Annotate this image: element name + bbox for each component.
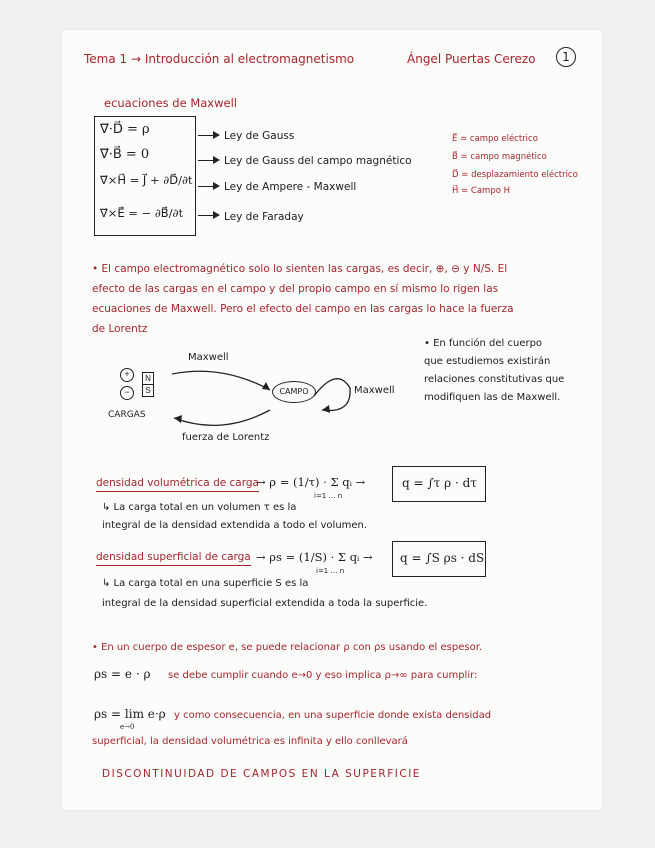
law-gauss: Ley de Gauss	[224, 130, 295, 142]
surf-density-term: densidad superficial de carga	[96, 550, 251, 566]
page-title: Tema 1 → Introducción al electromagnetismo	[84, 52, 355, 66]
para1-line3: ecuaciones de Maxwell. Pero el efecto del campo en las cargas lo hace la fuerza	[92, 303, 514, 315]
legend-d: D⃗ = desplazamiento eléctrico	[452, 170, 578, 180]
para2-line3: y como consecuencia, en una superficie donde exista densidad	[174, 710, 492, 721]
arrow-faraday	[198, 215, 218, 216]
side-note-line4: modifiquen las de Maxwell.	[424, 392, 561, 403]
discontinuity-heading: DISCONTINUIDAD DE CAMPOS EN LA SUPERFICIE	[102, 768, 421, 780]
arrow-ampere	[198, 186, 218, 187]
magnet-icon	[142, 372, 154, 397]
para1-line1: • El campo electromagnético solo lo sienten las cargas, es decir, ⊕, ⊖ y N/S. El	[92, 263, 508, 275]
equation-gauss-magnetic: ∇⃗·B⃗ = 0	[100, 147, 150, 162]
law-gauss-magnetic: Ley de Gauss del campo magnético	[224, 155, 412, 167]
notebook-page	[62, 30, 602, 810]
para2-line1: • En un cuerpo de espesor e, se puede relacionar ρ con ρs usando el espesor.	[92, 642, 483, 653]
magnet-south: S	[145, 386, 151, 395]
campo-node: CAMPO	[272, 381, 316, 403]
negative-charge-icon: −	[120, 386, 134, 400]
author-name: Ángel Puertas Cerezo	[407, 52, 536, 66]
page-number: 1	[556, 47, 576, 67]
arrow-gauss	[198, 135, 218, 136]
surf-density-desc1: ↳ La carga total en una superficie S es la	[102, 578, 309, 589]
equation-faraday: ∇⃗×E⃗ = − ∂B⃗/∂t	[100, 206, 184, 220]
diagram-arrows	[162, 356, 362, 436]
vol-density-term: densidad volumétrica de carga	[96, 476, 259, 492]
legend-e: E⃗ = campo eléctrico	[452, 134, 538, 144]
surf-density-desc2: integral de la densidad superficial extendida a toda la superficie.	[102, 598, 428, 609]
law-ampere: Ley de Ampere - Maxwell	[224, 181, 357, 193]
para2-eq2: ρs = lim e·ρ	[94, 707, 166, 721]
equation-ampere: ∇⃗×H⃗ = J⃗ + ∂D⃗/∂t	[100, 173, 193, 187]
maxwell-right-label: Maxwell	[354, 385, 395, 396]
law-faraday: Ley de Faraday	[224, 211, 304, 223]
surf-density-formula: → ρs = (1/S) · Σ qᵢ →	[256, 550, 373, 564]
vol-sum-limits: i=1 … n	[314, 492, 343, 500]
para2-eq2-sub: e→0	[120, 723, 135, 731]
surf-sum-limits: i=1 … n	[316, 567, 345, 575]
equation-gauss: ∇⃗·D⃗ = ρ	[100, 122, 150, 137]
arrow-gauss-magnetic	[198, 160, 218, 161]
para2-eq1: ρs = e · ρ	[94, 667, 151, 681]
para1-line2: efecto de las cargas en el campo y del propio campo en sí mismo lo rigen las	[92, 283, 499, 295]
positive-charge-icon: +	[120, 368, 134, 382]
legend-b: B⃗ = campo magnético	[452, 152, 547, 162]
surf-density-integral: q = ∫S ρs · dS	[400, 551, 485, 565]
para1-line4: de Lorentz	[92, 323, 148, 335]
maxwell-heading: ecuaciones de Maxwell	[104, 96, 237, 110]
lorentz-label: fuerza de Lorentz	[182, 432, 270, 443]
magnet-north: N	[143, 373, 153, 385]
cargas-label: CARGAS	[108, 410, 146, 420]
side-note-line1: • En función del cuerpo	[424, 338, 543, 349]
vol-density-integral: q = ∫τ ρ · dτ	[402, 476, 477, 490]
vol-density-desc2: integral de la densidad extendida a todo el volumen.	[102, 520, 368, 531]
side-note-line2: que estudiemos existirán	[424, 356, 551, 367]
para2-line2: se debe cumplir cuando e→0 y eso implica ρ→∞ para cumplir:	[168, 670, 478, 681]
vol-density-formula: → ρ = (1/τ) · Σ qᵢ →	[256, 475, 366, 489]
side-note-line3: relaciones constitutivas que	[424, 374, 565, 385]
maxwell-top-label: Maxwell	[188, 352, 229, 363]
para2-line4: superficial, la densidad volumétrica es infinita y ello conllevará	[92, 736, 408, 747]
legend-h: H⃗ = Campo H	[452, 186, 511, 196]
vol-density-desc1: ↳ La carga total en un volumen τ es la	[102, 502, 297, 513]
